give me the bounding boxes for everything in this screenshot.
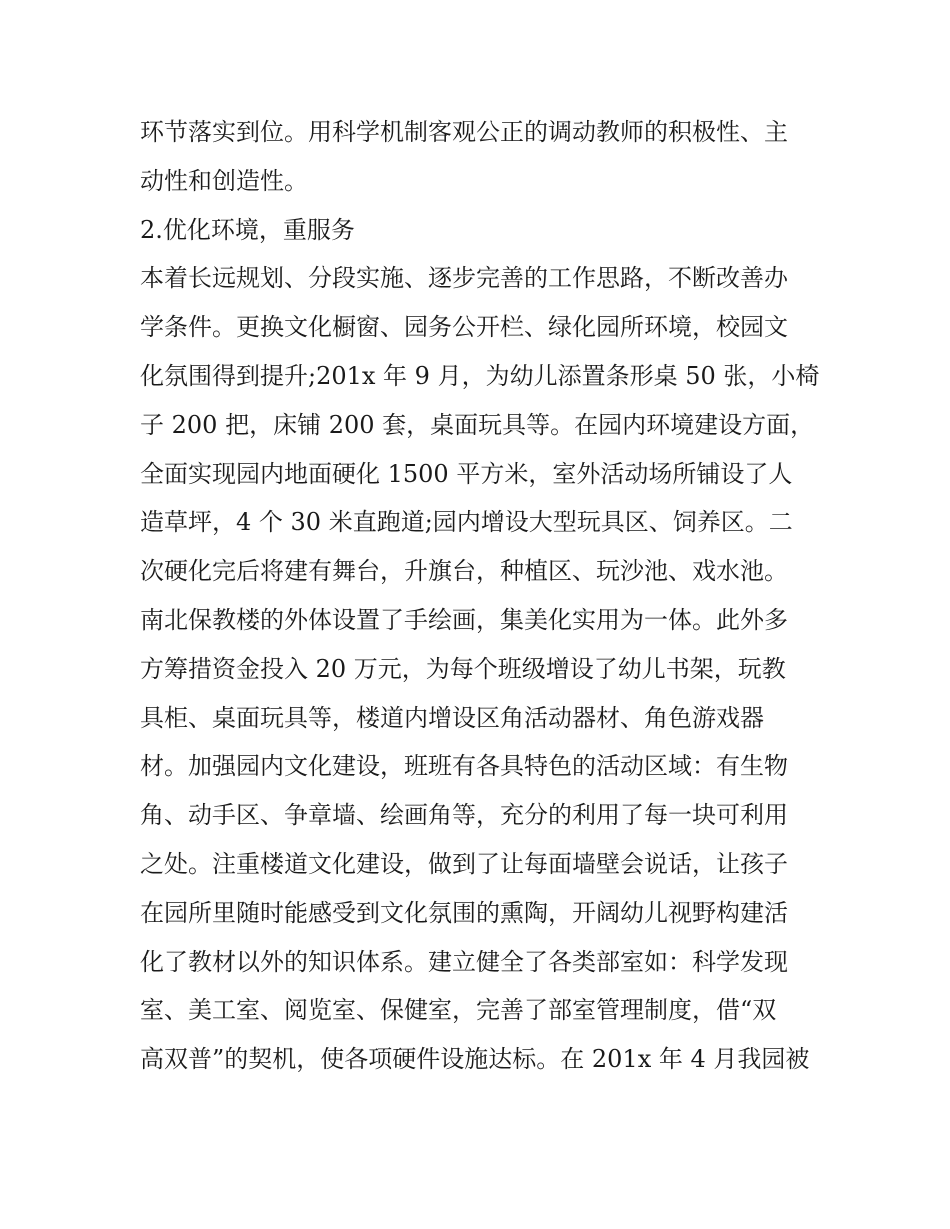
text-line: 学条件。更换文化橱窗、园务公开栏、绿化园所环境，校园文 bbox=[140, 313, 788, 342]
text-line: 动性和创造性。 bbox=[140, 166, 308, 195]
section-heading: 2.优化环境，重服务 bbox=[140, 215, 355, 244]
text-line: 环节落实到位。用科学机制客观公正的调动教师的积极性、主 bbox=[140, 118, 788, 146]
text-line: 全面实现园内地面硬化 1500 平方米，室外活动场所铺设了人 bbox=[140, 459, 793, 488]
text-line: 子 200 把，床铺 200 套，桌面玩具等。在园内环境建设方面， bbox=[140, 410, 815, 439]
text-line: 方筹措资金投入 20 万元，为每个班级增设了幼儿书架，玩教 bbox=[140, 654, 786, 683]
text-line: 高双普”的契机，使各项硬件设施达标。在 201x 年 4 月我园被 bbox=[140, 1045, 810, 1074]
text-line: 化氛围得到提升;201x 年 9 月，为幼儿添置条形桌 50 张，小椅 bbox=[140, 361, 820, 390]
text-line: 材。加强园内文化建设，班班有各具特色的活动区域：有生物 bbox=[140, 752, 788, 781]
body-text bbox=[140, 108, 820, 1084]
text-line: 之处。注重楼道文化建设，做到了让每面墙壁会说话，让孩子 bbox=[140, 849, 788, 878]
text-line: 本着长远规划、分段实施、逐步完善的工作思路，不断改善办 bbox=[140, 264, 788, 293]
text-line: 具柜、桌面玩具等，楼道内增设区角活动器材、角色游戏器 bbox=[140, 703, 764, 732]
text-line: 化了教材以外的知识体系。建立健全了各类部室如：科学发现 bbox=[140, 947, 788, 976]
text-line: 造草坪，4 个 30 米直跑道;园内增设大型玩具区、饲养区。二 bbox=[140, 508, 793, 537]
text-line: 次硬化完后将建有舞台，升旗台，种植区、玩沙池、戏水池。 bbox=[140, 557, 788, 586]
text-line: 南北保教楼的外体设置了手绘画，集美化实用为一体。此外多 bbox=[140, 605, 788, 634]
text-line: 角、动手区、争章墙、绘画角等，充分的利用了每一块可利用 bbox=[140, 801, 788, 830]
text-line: 室、美工室、阅览室、保健室，完善了部室管理制度，借“双 bbox=[140, 996, 777, 1025]
text-line: 在园所里随时能感受到文化氛围的熏陶，开阔幼儿视野构建活 bbox=[140, 898, 788, 927]
